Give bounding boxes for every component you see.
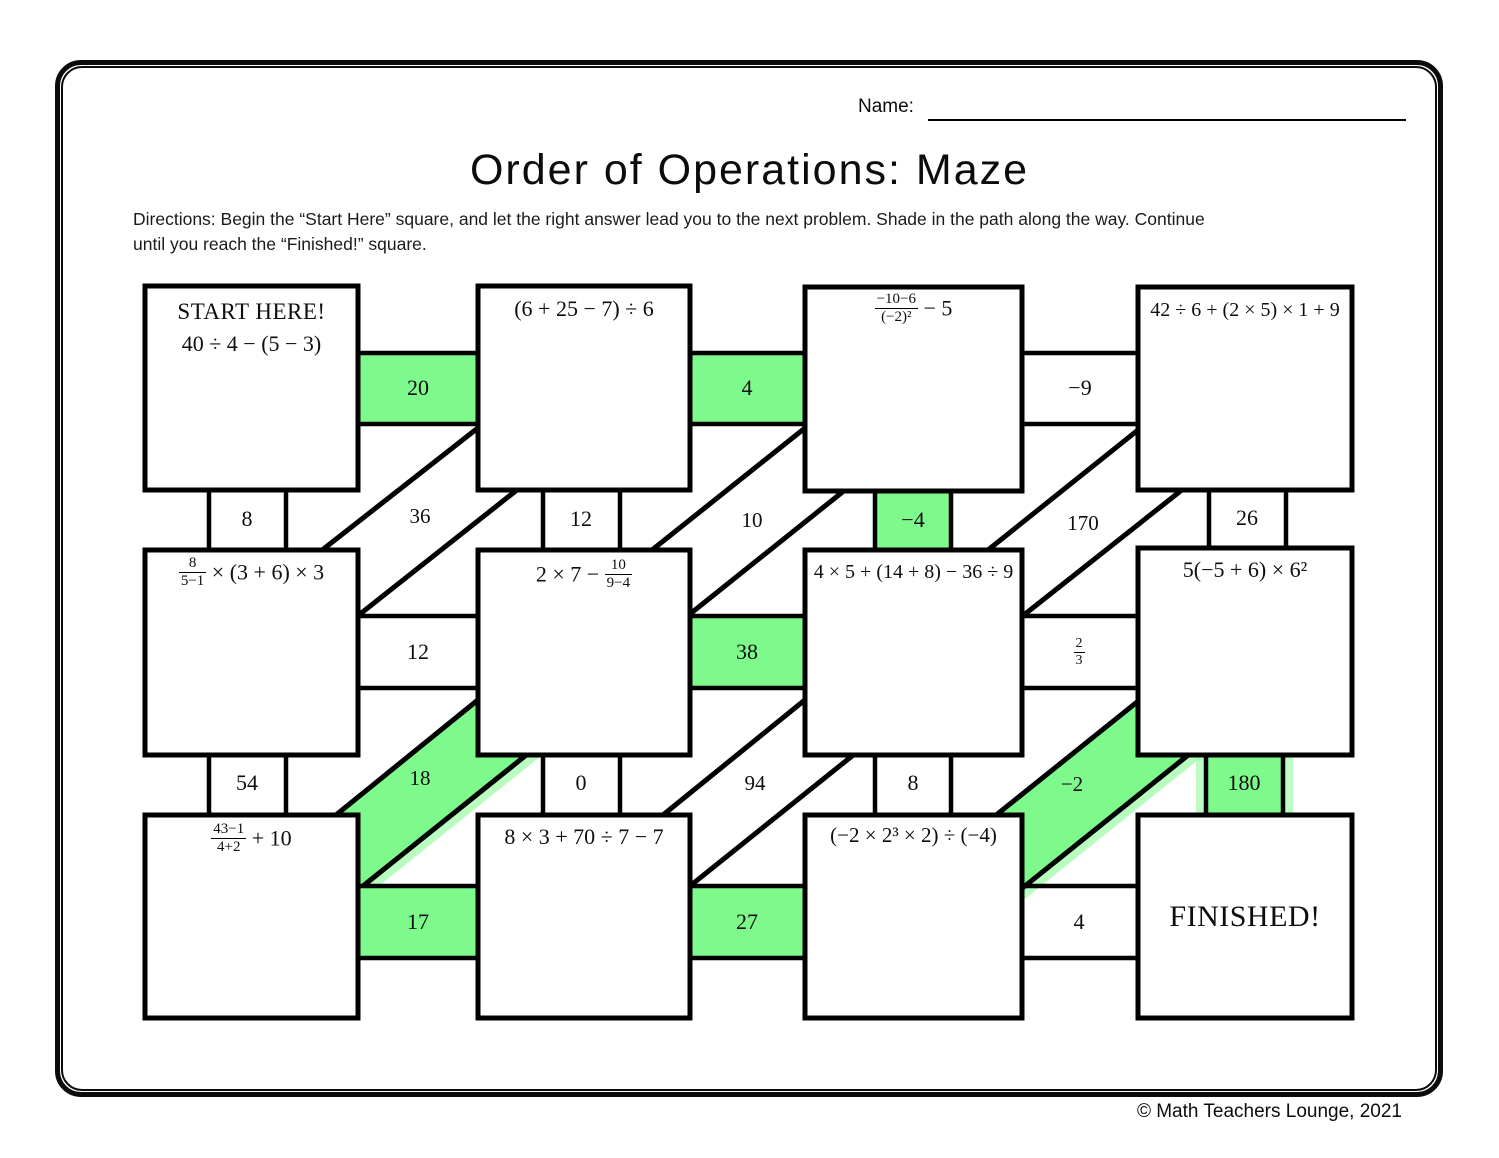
connector-label-4b: 4 — [1073, 909, 1085, 934]
directions-line-1: Directions: Begin the “Start Here” square, and let the right answer lead you to the next problem. Shade in the path along the way. Continue — [133, 209, 1205, 229]
expr-s9: $\frac{43-1}{4+2}$ + 10 — [213, 821, 292, 855]
connector-label-neg2: −2 — [1060, 771, 1084, 796]
connector-label-27: 27 — [736, 909, 758, 934]
expr-s4: 42 ÷ 6 + (2 × 5) × 1 + 9 — [1150, 299, 1340, 321]
connector-label-neg4: −4 — [901, 507, 925, 532]
fraction-s5: $\frac{8}{5-1}$ — [180, 555, 205, 589]
connector-label-two-thirds — [1049, 630, 1109, 674]
expr-s11: (−2 × 2³ × 2) ÷ (−4) — [830, 823, 997, 847]
expr-s8: 5(−5 + 6) × 6² — [1182, 557, 1308, 582]
page-title: Order of Operations: Maze — [469, 146, 1030, 194]
expr-s3: $\frac{-10-6}{\text{(−2)²}}$ − 5 — [876, 291, 953, 325]
connector-label-12h: 12 — [407, 639, 429, 664]
name-label: Name: — [858, 96, 914, 117]
connector-label-54: 54 — [236, 770, 258, 795]
directions-line-2: until you reach the “Finished!” square. — [133, 234, 427, 254]
expr-s1: 40 ÷ 4 − (5 − 3) — [181, 331, 322, 356]
fraction-s6: $\frac{10}{9-4}$ — [606, 557, 631, 591]
connector-label-neg9: −9 — [1068, 375, 1092, 400]
connector-label-12v: 12 — [570, 506, 592, 531]
start-here-label: START HERE! — [177, 299, 326, 324]
fraction-s9: $\frac{43-1}{4+2}$ — [213, 821, 245, 855]
connector-label-20: 20 — [407, 375, 429, 400]
connector-label-26: 26 — [1236, 505, 1258, 530]
connector-label-0: 0 — [575, 770, 587, 795]
connector-label-8b: 8 — [907, 770, 919, 795]
connector-label-8: 8 — [241, 506, 253, 531]
connector-label-17: 17 — [407, 909, 429, 934]
connector-label-36: 36 — [409, 503, 431, 528]
square-start-text — [145, 299, 358, 357]
fraction-s3: $\frac{-10-6}{\text{(−2)²}}$ — [876, 291, 916, 325]
connector-label-180: 180 — [1227, 770, 1261, 795]
expr-s5: $\frac{8}{5-1}$ × (3 + 6) × 3 — [180, 555, 325, 589]
connector-label-4: 4 — [741, 375, 753, 400]
expr-s10: 8 × 3 + 70 ÷ 7 − 7 — [504, 824, 664, 849]
connector-label-18: 18 — [409, 765, 431, 790]
connector-label-94: 94 — [744, 770, 766, 795]
fraction-two-thirds: 2 3 — [1075, 635, 1083, 668]
connector-label-38: 38 — [736, 639, 758, 664]
expr-s2: (6 + 25 − 7) ÷ 6 — [514, 296, 654, 321]
finished-label: FINISHED! — [1169, 899, 1321, 933]
connector-label-10: 10 — [741, 507, 763, 532]
copyright-credit: © Math Teachers Lounge, 2021 — [1136, 1101, 1402, 1122]
connector-label-170: 170 — [1067, 510, 1099, 535]
expr-s7: 4 × 5 + (14 + 8) − 36 ÷ 9 — [813, 561, 1014, 583]
expr-s6: 2 × 7 − $\frac{10}{9-4}$ — [535, 557, 631, 591]
